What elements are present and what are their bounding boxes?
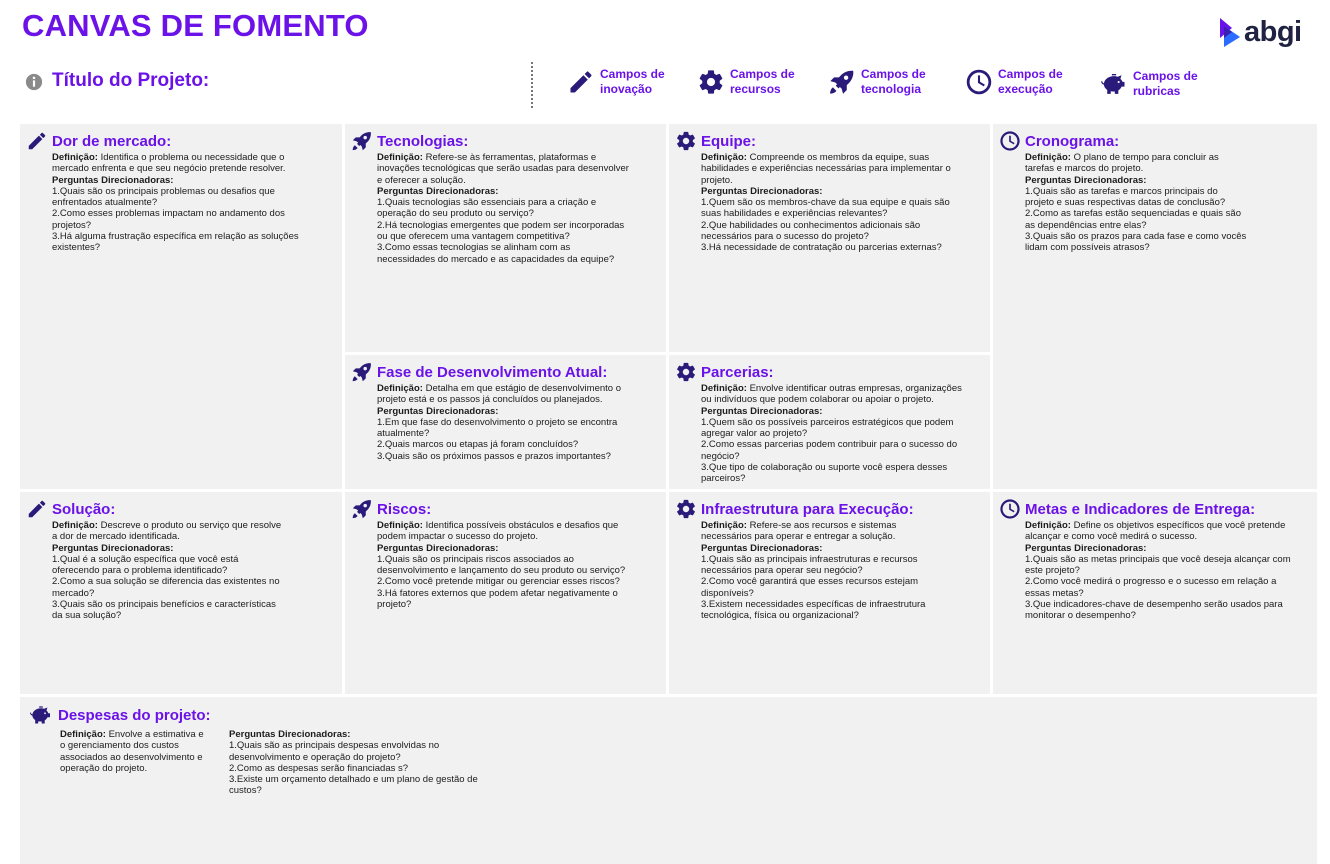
definition-label: Definição: xyxy=(52,152,98,163)
cell-parcerias[interactable] xyxy=(669,355,990,489)
cell-riscos[interactable] xyxy=(345,492,666,694)
definition-text: Refere-se aos recursos e sistemas necessários para operar e entregar a solução. xyxy=(701,520,897,543)
definition-text: Descreve o produto ou serviço que resolve a dor de mercado identificada. xyxy=(52,520,282,543)
cell-title: Dor de mercado: xyxy=(52,132,172,150)
questions-label: Perguntas Direcionadoras: xyxy=(229,729,351,740)
piggy-bank-icon xyxy=(1100,70,1128,98)
gear-icon xyxy=(675,361,697,383)
cell-title: Despesas do projeto: xyxy=(58,706,211,724)
clock-icon xyxy=(965,68,993,96)
rocket-icon xyxy=(351,498,373,520)
question-item: 2.Como você medirá o progresso e o sucesso em relação a essas metas? xyxy=(1025,576,1277,599)
questions-label: Perguntas Direcionadoras: xyxy=(1025,174,1147,186)
legend-label: Campos de execução xyxy=(998,67,1063,96)
legend-label: Campos de inovação xyxy=(600,67,665,96)
despesas-questions-block xyxy=(229,729,487,797)
cell-title: Tecnologias: xyxy=(377,132,469,150)
header-divider xyxy=(531,62,533,108)
cell-body xyxy=(1025,520,1291,622)
questions-label: Perguntas Direcionadoras: xyxy=(377,405,499,417)
definition-text: O plano de tempo para concluir as tarefas e marcos do projeto. xyxy=(1025,152,1219,175)
cell-solucao[interactable] xyxy=(20,492,342,694)
definition-text: Identifica o problema ou necessidade que o mercado enfrenta e que seu negócio pretende resolver. xyxy=(52,152,286,175)
cell-body xyxy=(701,152,953,254)
legend-label: Campos de recursos xyxy=(730,67,795,96)
definition-label: Definição: xyxy=(701,383,747,394)
question-item: 3.Como essas tecnologias se alinham com as necessidades do mercado e as capacidades da equipe? xyxy=(377,242,615,265)
gear-icon xyxy=(697,68,725,96)
question-item: 2.Como a sua solução se diferencia das existentes no mercado? xyxy=(52,576,280,599)
question-item: 1.Quais são os principais problemas ou desafios que enfrentados atualmente? xyxy=(52,185,275,209)
definition-label: Definição: xyxy=(377,152,423,163)
cell-body xyxy=(701,520,929,622)
cell-body xyxy=(52,520,284,622)
question-item: 1.Quais são as principais infraestruturas e recursos necessários para operar seu negócio? xyxy=(701,553,918,577)
definition-text: Envolve identificar outras empresas, organizações ou indivíduos que podem colaborar ou apoiar o projeto. xyxy=(701,383,962,406)
cell-title: Metas e Indicadores de Entrega: xyxy=(1025,500,1256,518)
piggy-bank-icon xyxy=(28,703,54,727)
definition-text: Compreende os membros da equipe, suas habilidades e experiências necessárias para implementar o projeto. xyxy=(701,152,951,186)
question-item: 3.Que tipo de colaboração ou suporte você espera desses parceiros? xyxy=(701,462,948,485)
definition-label: Definição: xyxy=(701,152,747,163)
definition-label: Definição: xyxy=(377,520,423,531)
logo-mark-icon xyxy=(1218,16,1242,48)
gear-icon xyxy=(675,498,697,520)
question-item: 1.Quem são os possíveis parceiros estratégicos que podem agregar valor ao projeto? xyxy=(701,416,954,440)
questions-label: Perguntas Direcionadoras: xyxy=(52,542,174,554)
definition-text: Refere-se às ferramentas, plataformas e inovações tecnológicas que serão usadas para desenvolver e oferecer a solução. xyxy=(377,152,629,186)
question-item: 2.Que habilidades ou conhecimentos adicionais são necessários para o sucesso do projeto? xyxy=(701,219,921,243)
gear-icon xyxy=(675,130,697,152)
cell-despesas[interactable] xyxy=(20,697,1317,864)
cell-body xyxy=(52,152,314,254)
questions-label: Perguntas Direcionadoras: xyxy=(52,174,174,186)
canvas-board xyxy=(20,124,1317,864)
rocket-icon xyxy=(351,130,373,152)
legend-item-recursos xyxy=(697,67,795,97)
question-item: 2.Como esses problemas impactam no andamento dos projetos? xyxy=(52,208,285,231)
cell-title: Solução: xyxy=(52,500,116,518)
question-item: 2.Como as despesas serão financiadas s? xyxy=(229,762,409,774)
question-item: 3.Que indicadores-chave de desempenho serão usados para monitorar o desempenho? xyxy=(1025,599,1283,622)
question-item: 2.Quais marcos ou etapas já foram concluídos? xyxy=(377,439,579,451)
info-icon xyxy=(25,73,43,91)
pencil-icon xyxy=(26,498,48,520)
questions-label: Perguntas Direcionadoras: xyxy=(701,185,823,197)
cell-fase-desenvolvimento[interactable] xyxy=(345,355,666,489)
definition-text: Envolve a estimativa e o gerenciamento dos custos associados ao desenvolvimento e operação do projeto. xyxy=(60,729,204,774)
cell-cronograma[interactable] xyxy=(993,124,1317,489)
abgi-logo xyxy=(1218,14,1302,50)
question-item: 2.Como você garantirá que esses recursos estejam disponíveis? xyxy=(701,576,919,599)
cell-title: Infraestrutura para Execução: xyxy=(701,500,914,518)
rocket-icon xyxy=(351,361,373,383)
question-item: 3.Quais são os próximos passos e prazos importantes? xyxy=(377,450,611,462)
legend-item-execucao xyxy=(965,67,1063,97)
rocket-icon xyxy=(828,68,856,96)
cell-metas-indicadores[interactable] xyxy=(993,492,1317,694)
questions-label: Perguntas Direcionadoras: xyxy=(1025,542,1147,554)
question-item: 1.Qual é a solução específica que você está oferecendo para o problema identificado? xyxy=(52,553,239,577)
legend-item-inovacao xyxy=(567,67,665,97)
definition-label: Definição: xyxy=(1025,520,1071,531)
pencil-icon xyxy=(26,130,48,152)
legend-label: Campos de tecnologia xyxy=(861,67,926,96)
logo-text: abgi xyxy=(1244,15,1302,48)
question-item: 3.Há necessidade de contratação ou parcerias externas? xyxy=(701,242,942,254)
cell-equipe[interactable] xyxy=(669,124,990,352)
definition-label: Definição: xyxy=(60,729,106,740)
question-item: 3.Há fatores externos que podem afetar negativamente o projeto? xyxy=(377,587,618,611)
cell-dor-de-mercado[interactable] xyxy=(20,124,342,489)
question-item: 3.Há alguma frustração específica em relação as soluções existentes? xyxy=(52,231,299,254)
legend-label: Campos de rubricas xyxy=(1133,69,1198,98)
definition-label: Definição: xyxy=(377,383,423,394)
page-title: CANVAS DE FOMENTO xyxy=(22,8,369,43)
legend-item-rubricas xyxy=(1100,69,1198,99)
cell-title: Fase de Desenvolvimento Atual: xyxy=(377,363,608,381)
question-item: 2.Como as tarefas estão sequenciadas e quais são as dependências entre elas? xyxy=(1025,208,1241,231)
questions-label: Perguntas Direcionadoras: xyxy=(701,405,823,417)
question-item: 1.Quais são as metas principais que você deseja alcançar com este projeto? xyxy=(1025,553,1291,577)
definition-label: Definição: xyxy=(701,520,747,531)
definition-label: Definição: xyxy=(52,520,98,531)
clock-icon xyxy=(999,498,1021,520)
cell-title: Riscos: xyxy=(377,500,432,518)
cell-title: Cronograma: xyxy=(1025,132,1120,150)
cell-body xyxy=(701,383,963,485)
project-title-label: Título do Projeto: xyxy=(52,70,210,91)
despesas-definition-block xyxy=(60,729,210,774)
cell-body xyxy=(377,520,631,610)
cell-infraestrutura[interactable] xyxy=(669,492,990,694)
question-item: 2.Como você pretende mitigar ou gerenciar esses riscos? xyxy=(377,576,620,588)
definition-text: Define os objetivos específicos que você pretende alcançar e como você medirá o sucesso. xyxy=(1025,520,1286,543)
question-item: 3.Existem necessidades específicas de infraestrutura tecnológica, física ou organizacional? xyxy=(701,599,926,622)
question-item: 3.Quais são os prazos para cada fase e como vocês lidam com possíveis atrasos? xyxy=(1025,231,1247,254)
question-item: 1.Quais são as principais despesas envolvidas no desenvolvimento e operação do projeto? xyxy=(229,740,440,763)
definition-text: Identifica possíveis obstáculos e desafios que podem impactar o sucesso do projeto. xyxy=(377,520,619,543)
question-item: 1.Quais tecnologias são essenciais para a criação e operação do seu produto ou serviço? xyxy=(377,197,597,220)
question-item: 2.Há tecnologias emergentes que podem ser incorporadas ou que oferecem uma vantagem competitiva? xyxy=(377,219,625,243)
questions-label: Perguntas Direcionadoras: xyxy=(377,185,499,197)
cell-body xyxy=(377,152,629,265)
definition-text: Detalha em que estágio de desenvolvimento o projeto está e os passos já concluídos ou planejados. xyxy=(377,383,621,406)
clock-icon xyxy=(999,130,1021,152)
legend-item-tecnologia xyxy=(828,67,926,97)
question-item: 1.Quais são as tarefas e marcos principais do projeto e suas respectivas datas de conclusão? xyxy=(1025,185,1226,209)
cell-body xyxy=(377,383,623,462)
questions-label: Perguntas Direcionadoras: xyxy=(701,542,823,554)
question-item: 3.Quais são os principais benefícios e características da sua solução? xyxy=(52,599,276,622)
cell-title: Equipe: xyxy=(701,132,756,150)
questions-label: Perguntas Direcionadoras: xyxy=(377,542,499,554)
question-item: 1.Em que fase do desenvolvimento o projeto se encontra atualmente? xyxy=(377,416,618,440)
question-item: 1.Quais são os principais riscos associados ao desenvolvimento e lançamento do seu produto ou serviço? xyxy=(377,553,626,577)
question-item: 3.Existe um orçamento detalhado e um plano de gestão de custos? xyxy=(229,774,478,797)
question-item: 2.Como essas parcerias podem contribuir para o sucesso do negócio? xyxy=(701,439,958,462)
definition-label: Definição: xyxy=(1025,152,1071,163)
cell-body xyxy=(1025,152,1247,254)
cell-title: Parcerias: xyxy=(701,363,774,381)
cell-tecnologias[interactable] xyxy=(345,124,666,352)
question-item: 1.Quem são os membros-chave da sua equipe e quais são suas habilidades e experiências relevantes? xyxy=(701,197,950,220)
pencil-icon xyxy=(567,68,595,96)
